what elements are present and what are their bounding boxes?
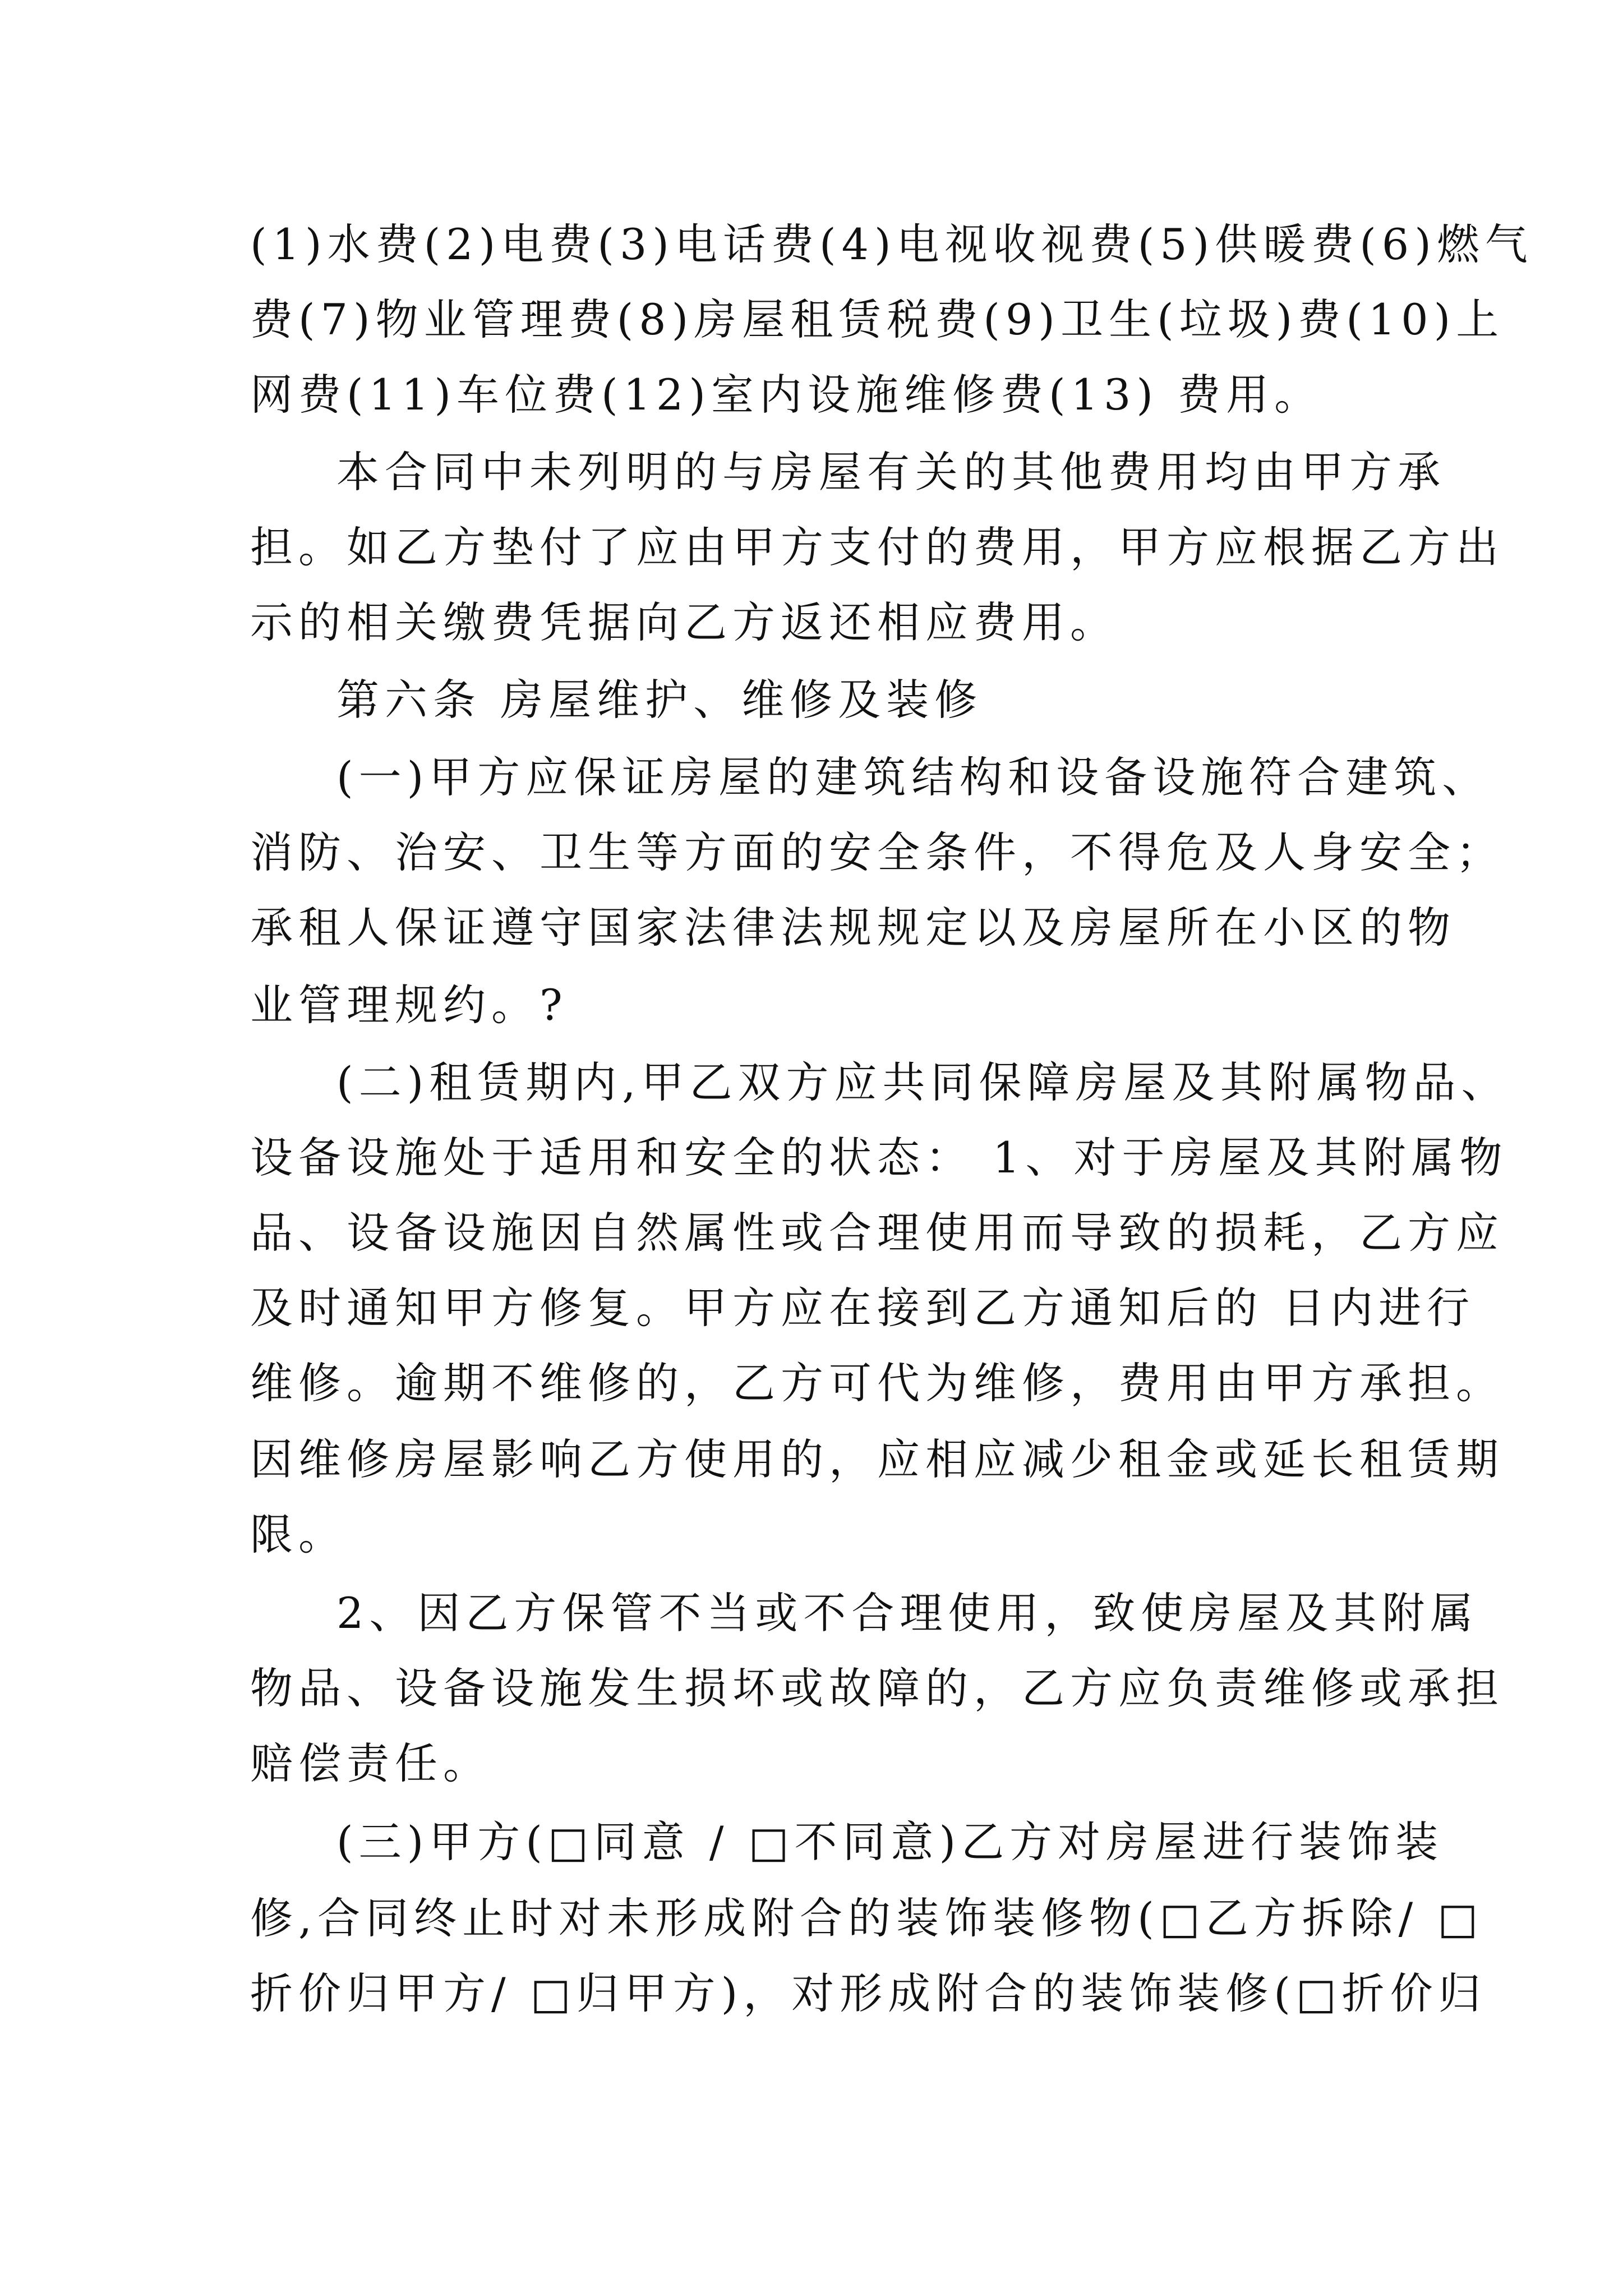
clause-two-line-3: 品、设备设施因自然属性或合理使用而导致的损耗，乙方应	[250, 1208, 1504, 1258]
clause-three-line-3: 折价归甲方/ □归甲方)，对形成附合的装饰装修(□折价归	[250, 1968, 1487, 2018]
clause-one-line-2: 消防、治安、卫生等方面的安全条件，不得危及人身安全；	[250, 827, 1504, 877]
clause-two-line-1: (二)租赁期内,甲乙双方应共同保障房屋及其附属物品、	[336, 1057, 1510, 1107]
clause-three-line-1: (三)甲方(□同意 / □不同意)乙方对房屋进行装饰装	[336, 1817, 1444, 1867]
fee-list-line-1: (1)水费(2)电费(3)电话费(4)电视收视费(5)供暖费(6)燃气	[250, 219, 1533, 269]
clause-two-line-2: 设备设施处于适用和安全的状态： 1、对于房屋及其附属物	[250, 1133, 1508, 1182]
other-fees-paragraph-line-3: 示的相关缴费凭据向乙方返还相应费用。	[250, 597, 1118, 647]
article-six-heading: 第六条 房屋维护、维修及装修	[336, 675, 983, 725]
clause-three-line-2: 修,合同终止时对未形成附合的装饰装修物(□乙方拆除/ □	[250, 1893, 1484, 1943]
fee-list-line-3: 网费(11)车位费(12)室内设施维修费(13) 费用。	[250, 370, 1323, 420]
clause-two-line-7: 限。	[250, 1510, 347, 1559]
clause-one-line-3: 承租人保证遵守国家法律法规规定以及房屋所在小区的物	[250, 903, 1456, 953]
clause-two-item-2-line-1: 2、因乙方保管不当或不合理使用，致使房屋及其附属	[336, 1588, 1479, 1638]
clause-two-item-2-line-2: 物品、设备设施发生损坏或故障的，乙方应负责维修或承担	[250, 1663, 1504, 1713]
clause-one-line-4: 业管理规约。?	[250, 980, 568, 1030]
other-fees-paragraph-line-1: 本合同中未列明的与房屋有关的其他费用均由甲方承	[336, 447, 1446, 497]
clause-two-line-5: 维修。逾期不维修的，乙方可代为维修，费用由甲方承担。	[250, 1358, 1504, 1408]
clause-one-line-1: (一)甲方应保证房屋的建筑结构和设备设施符合建筑、	[336, 752, 1491, 802]
other-fees-paragraph-line-2: 担。如乙方垫付了应由甲方支付的费用，甲方应根据乙方出	[250, 522, 1504, 572]
clause-two-line-6: 因维修房屋影响乙方使用的，应相应减少租金或延长租赁期	[250, 1434, 1504, 1484]
fee-list-line-2: 费(7)物业管理费(8)房屋租赁税费(9)卫生(垃圾)费(10)上	[250, 295, 1505, 344]
clause-two-line-4: 及时通知甲方修复。甲方应在接到乙方通知后的 日内进行	[250, 1283, 1476, 1333]
clause-two-item-2-line-3: 赔偿责任。	[250, 1738, 491, 1788]
